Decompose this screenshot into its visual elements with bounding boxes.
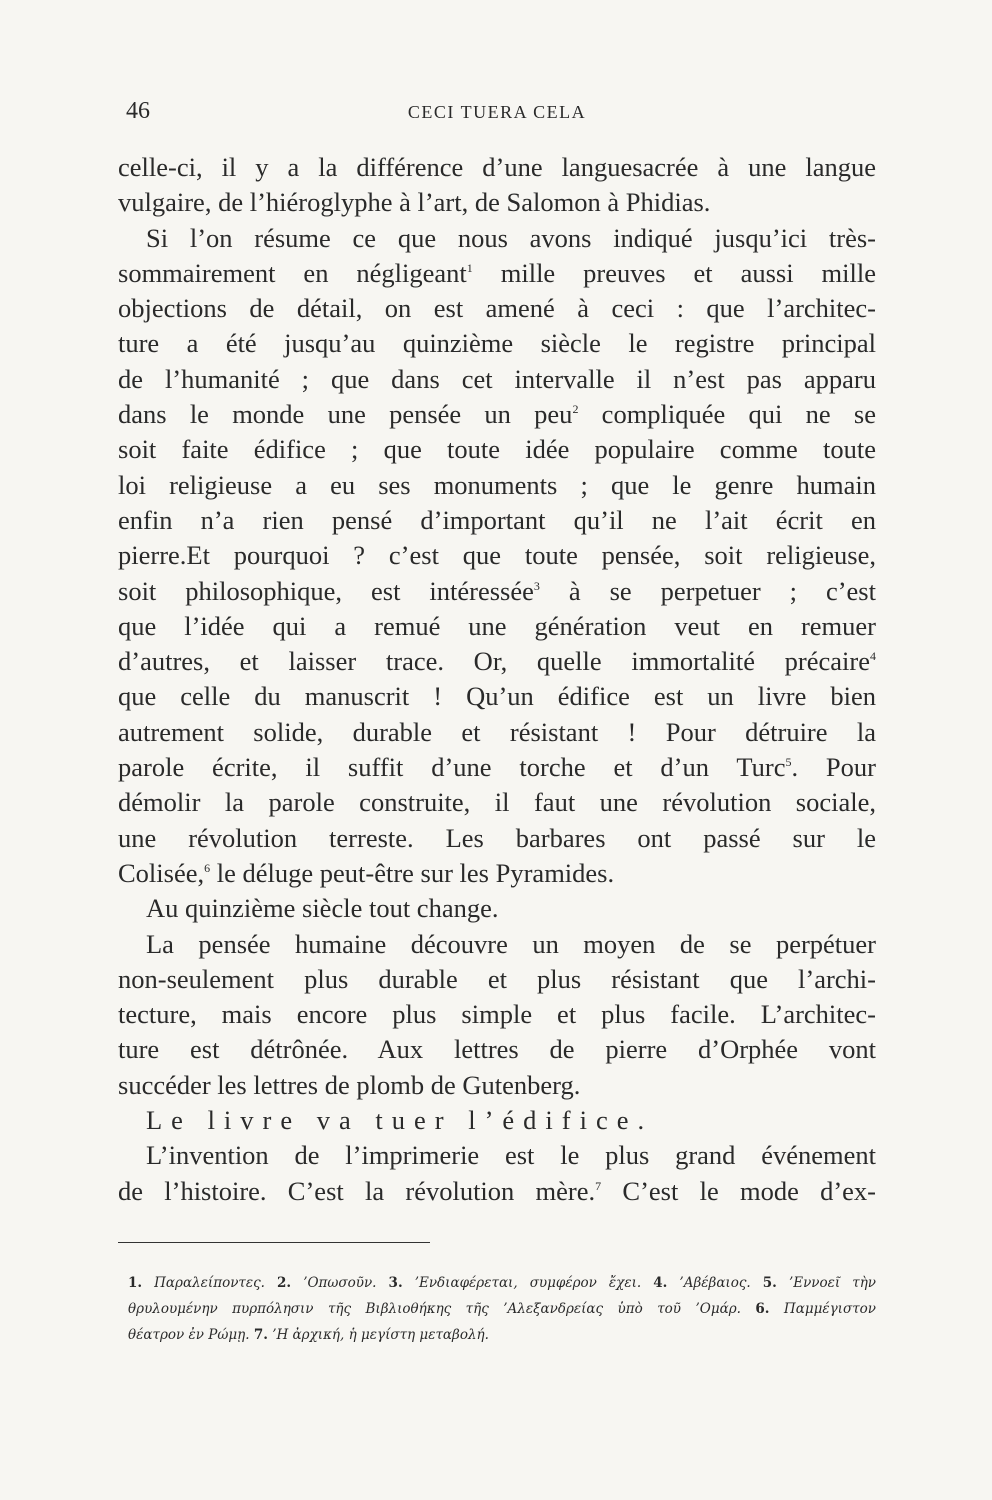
footnote-text: θρυλουμένην πυρπόλησιν τῆς Βιβλιοθήκης τῆς ’Αλεξανδρείας ὑπὸ τοῦ ’Ομάρ. <box>128 1301 756 1317</box>
footnote-text: Παμμέγιστον <box>769 1301 876 1317</box>
text-line: ture est détrônée. Aux lettres de pierre d’Orphée vont <box>118 1034 876 1065</box>
text-line: une révolution terreste. Les barbares ont passé sur le <box>118 822 876 853</box>
text-segment: compliquée qui ne se <box>578 399 876 430</box>
footnote-marker: 5 <box>785 755 792 770</box>
text-line: soit faite édifice ; que toute idée populaire comme toute <box>118 434 876 465</box>
footnote-number: 4. <box>653 1275 668 1291</box>
text-line <box>118 1174 876 1209</box>
text-line: enfin n’a rien pensé d’important qu’il ne l’ait écrit en <box>118 504 876 535</box>
text-segment: C’est le mode d’ex- <box>601 1175 876 1206</box>
text-line <box>118 256 876 291</box>
footnote-text: ’Αβέβαιος. <box>667 1275 763 1291</box>
footnotes <box>128 1270 876 1348</box>
text-line <box>118 750 876 785</box>
footnote-text: θέατρον ἐν Ρώμῃ. <box>128 1327 254 1343</box>
footnote-number: 3. <box>388 1275 403 1291</box>
footnote-marker: 3 <box>533 578 540 593</box>
footnote-text: ’Ενδιαφέρεται, συμφέρον ἔχει. <box>402 1275 654 1291</box>
text-segment: . Pour <box>791 752 876 783</box>
text-line: tecture, mais encore plus simple et plus facile. L’architec- <box>118 999 876 1030</box>
text-line: démolir la parole construite, il faut une révolution sociale, <box>118 787 876 818</box>
text-segment: le déluge peut-être sur les Pyramides. <box>210 857 615 888</box>
text-line: La pensée humaine découvre un moyen de se perpétuer <box>146 928 876 959</box>
text-line: non-seulement plus durable et plus résistant que l’archi- <box>118 963 876 994</box>
body-text <box>118 150 876 1209</box>
text-line: loi religieuse a eu ses monuments ; que le genre humain <box>118 469 876 500</box>
text-line <box>118 856 876 891</box>
footnote-text: ’Η ἀρχική, ἡ μεγίστη μεταβολή. <box>267 1327 489 1343</box>
footnote-marker: 7 <box>595 1178 602 1193</box>
footnote-number: 6. <box>755 1301 770 1317</box>
text-line: L’invention de l’imprimerie est le plus grand événement <box>146 1140 876 1171</box>
text-line: celle-ci, il y a la différence d’une languesacrée à une langue <box>118 152 876 182</box>
text-segment: parole écrite, il suffit d’une torche et d’un Turc <box>118 752 786 783</box>
text-line: vulgaire, de l’hiéroglyphe à l’art, de Salomon à Phidias. <box>118 187 711 218</box>
footnote-marker: 2 <box>572 402 579 417</box>
text-line: objections de détail, on est amené à ceci : que l’architec- <box>118 293 876 324</box>
text-line: autrement solide, durable et résistant ! Pour détruire la <box>118 716 876 747</box>
text-line <box>118 644 876 679</box>
text-segment: Colisée, <box>118 857 205 888</box>
text-line: Le livre va tuer l’édifice. <box>146 1105 654 1136</box>
footnote-marker: 6 <box>204 861 211 876</box>
text-line: Au quinzième siècle tout change. <box>146 893 499 924</box>
footnote-line <box>128 1322 876 1348</box>
text-line: succéder les lettres de plomb de Gutenberg. <box>118 1069 581 1100</box>
footnote-marker: 1 <box>466 261 473 276</box>
footnote-line <box>128 1270 876 1296</box>
text-line <box>118 574 876 609</box>
text-segment: mille preuves et aussi mille <box>472 257 876 288</box>
text-line: que celle du manuscrit ! Qu’un édifice est un livre bien <box>118 681 876 712</box>
text-segment: d’autres, et laisser trace. Or, quelle immortalité précaire <box>118 646 870 677</box>
footnote-text: ’Εννοεῖ τὴν <box>776 1275 876 1291</box>
text-line: de l’humanité ; que dans cet intervalle il n’est pas apparu <box>118 363 876 394</box>
text-segment: soit philosophique, est intéressée <box>118 575 534 606</box>
footnote-number: 5. <box>762 1275 777 1291</box>
footnote-number: 2. <box>277 1275 292 1291</box>
footnote-rule <box>118 1242 430 1243</box>
footnote-text: ’Οπωσοῦν. <box>291 1275 389 1291</box>
text-line <box>118 397 876 432</box>
footnote-line <box>128 1296 876 1322</box>
text-segment: dans le monde une pensée un peu <box>118 399 573 430</box>
text-segment: sommairement en négligeant <box>118 257 467 288</box>
footnote-marker: 4 <box>870 649 876 664</box>
page-number: 46 <box>126 98 150 124</box>
footnote-number: 7. <box>253 1327 268 1343</box>
text-segment: de l’histoire. C’est la révolution mère. <box>118 1175 596 1206</box>
text-line: pierre.Et pourquoi ? c’est que toute pensée, soit religieuse, <box>118 540 876 571</box>
text-line: ture a été jusqu’au quinzième siècle le registre principal <box>118 328 876 359</box>
text-line: que l’idée qui a remué une génération veut en remuer <box>118 610 876 641</box>
footnote-text: Παραλείποντες. <box>142 1275 278 1291</box>
page-header <box>118 98 876 132</box>
text-segment: à se perpetuer ; c’est <box>539 575 876 606</box>
text-line: Si l’on résume ce que nous avons indiqué jusqu’ici très- <box>146 222 876 253</box>
footnote-number: 1. <box>128 1275 143 1291</box>
running-title: CECI TUERA CELA <box>407 102 587 122</box>
